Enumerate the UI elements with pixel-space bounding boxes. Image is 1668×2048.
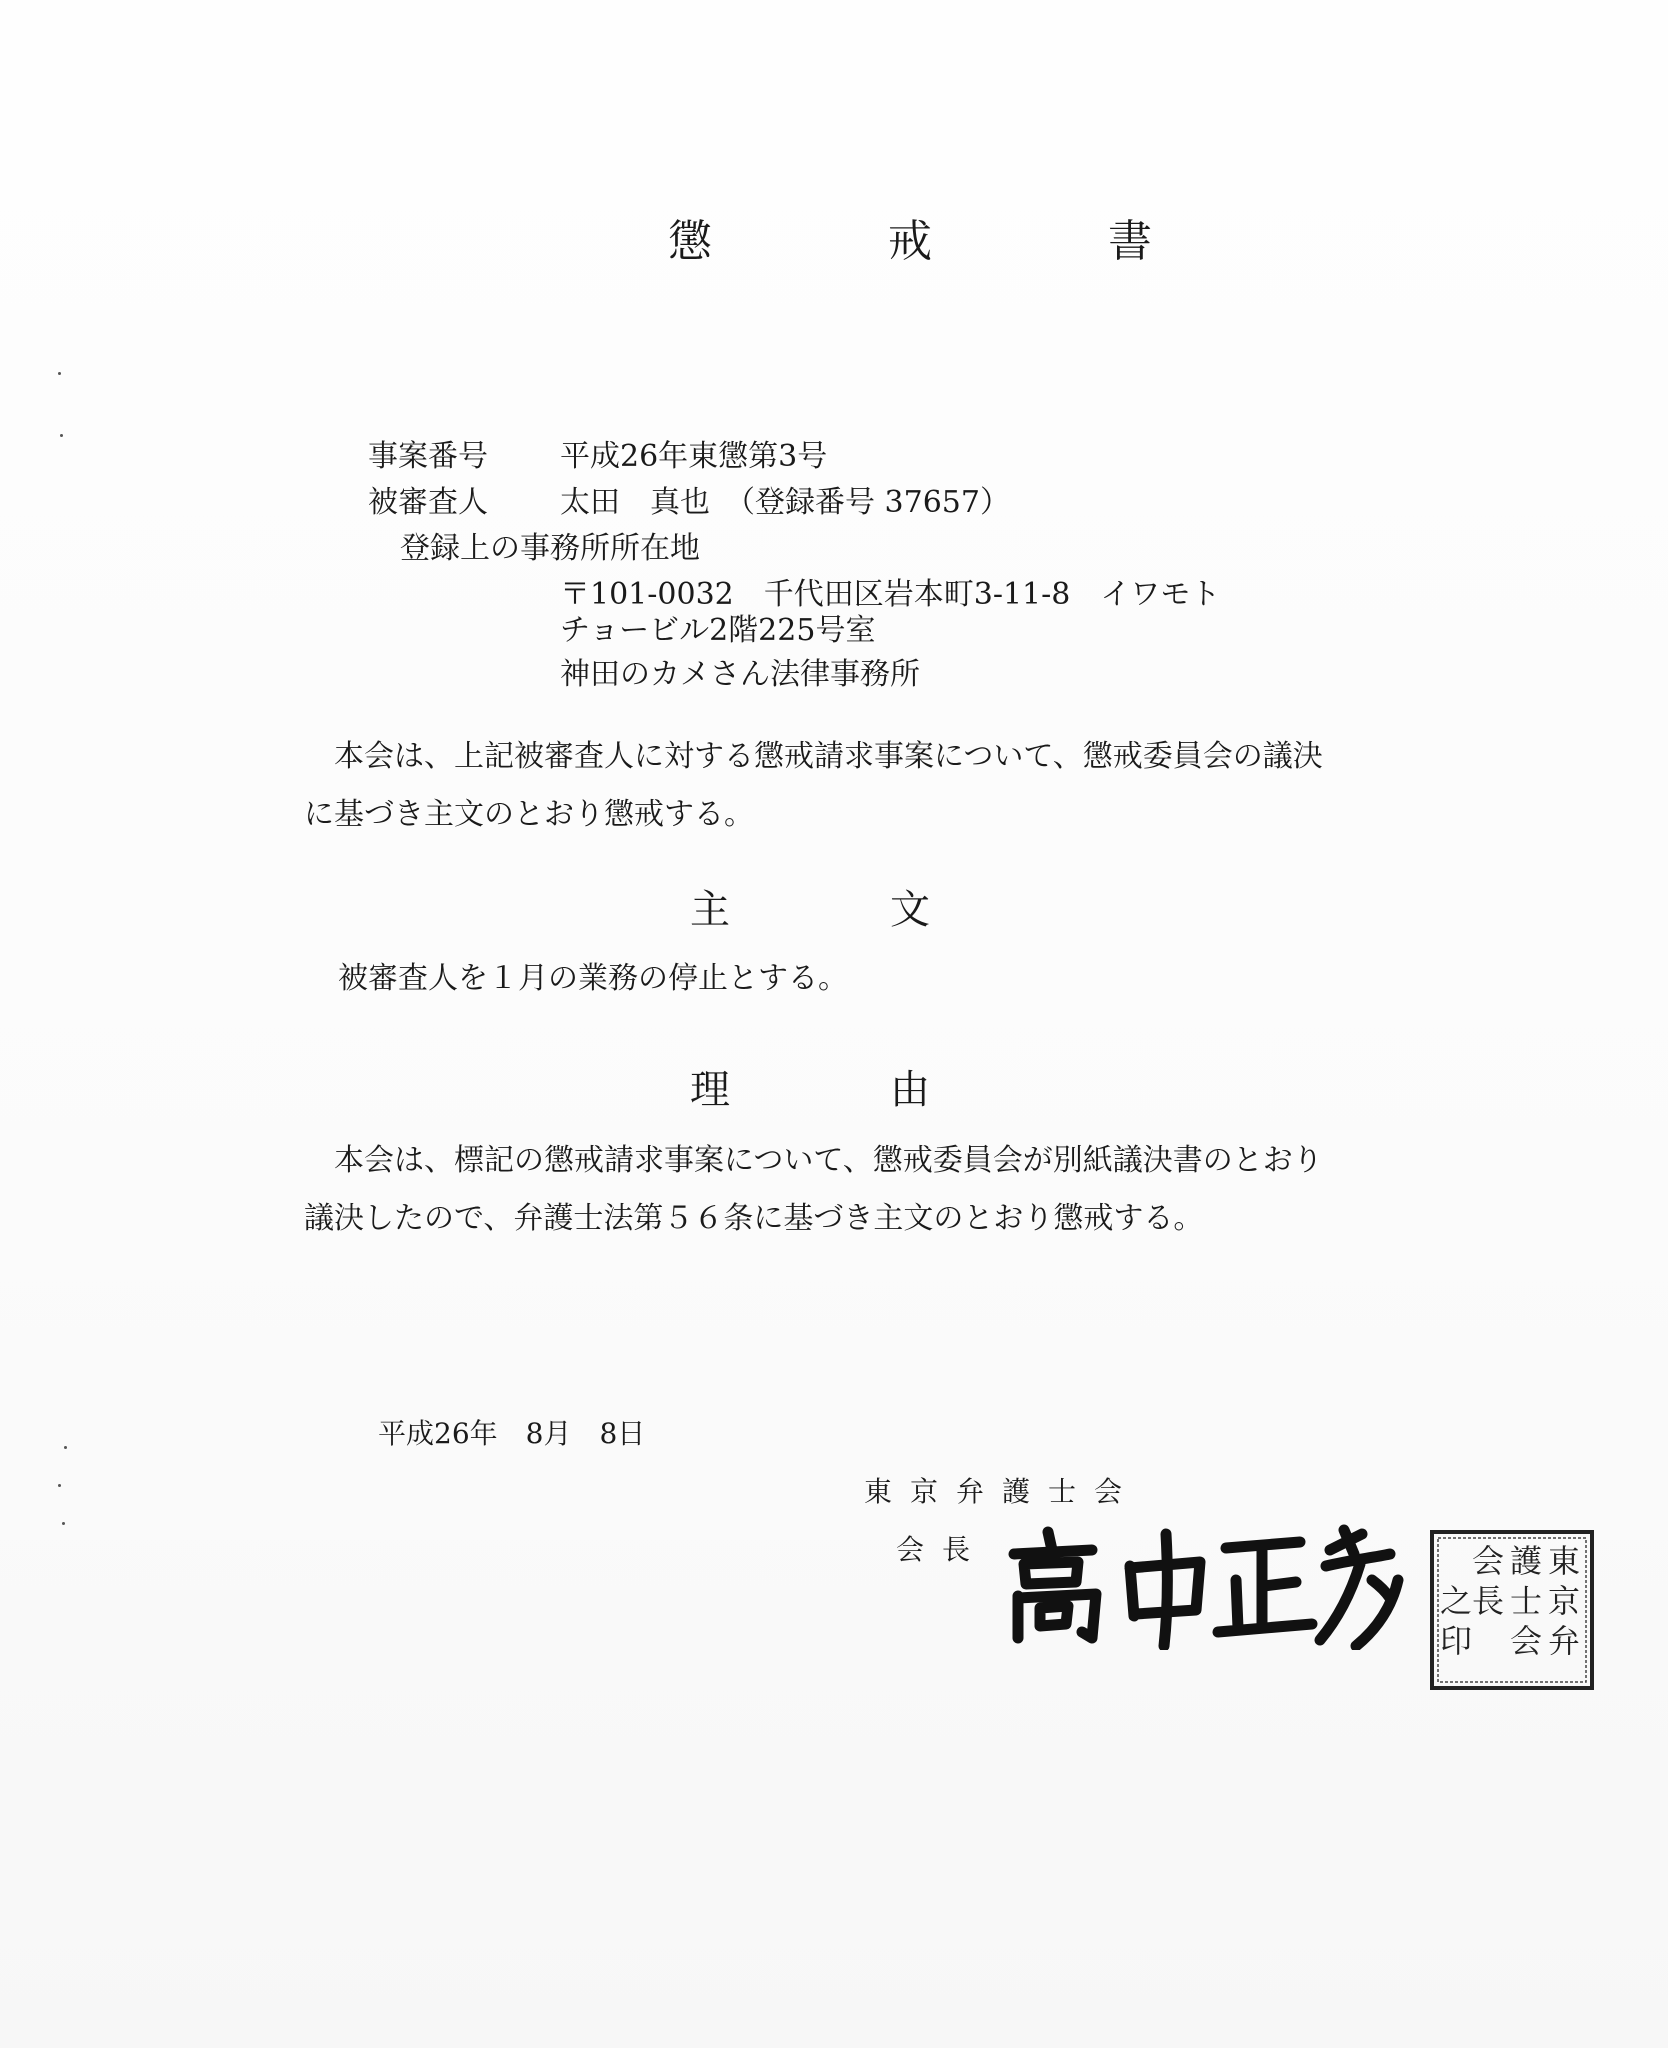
main-heading: 主 文 [690,887,930,933]
svg-text:士: 士 [1509,1582,1543,1620]
scan-speck [58,372,61,375]
scan-speck [58,1484,61,1487]
scan-speck [64,1446,67,1449]
svg-text:会: 会 [1509,1622,1543,1660]
reason-heading: 理 由 [690,1067,930,1113]
svg-text:印: 印 [1439,1622,1473,1660]
svg-text:護: 護 [1509,1542,1543,1580]
signature-image [1000,1520,1440,1650]
president-title: 会長 [896,1533,989,1566]
main-text: 被審査人を１月の業務の停止とする。 [338,961,848,996]
address-line-2: チョービル2階225号室 [560,613,876,648]
case-number-label: 事案番号 [368,439,488,474]
svg-text:会: 会 [1471,1542,1505,1580]
svg-text:弁: 弁 [1547,1622,1581,1660]
svg-text:之: 之 [1439,1582,1473,1620]
svg-text:長: 長 [1471,1582,1505,1620]
document-title: 懲 戒 書 [668,216,1218,267]
office-name: 神田のカメさん法律事務所 [560,657,920,692]
scan-speck [62,1522,65,1525]
scan-speck [60,434,63,437]
intro-paragraph: 本会は、上記被審査人に対する懲戒請求事案について、懲戒委員会の議決に基づき主文のとおり懲戒する。 [304,739,1323,832]
case-number-value: 平成26年東懲第3号 [560,439,828,474]
respondent-value: 太田 真也 （登録番号 37657） [560,485,1010,520]
official-seal-image [1428,1528,1596,1692]
address-line-1: 〒101-0032 千代田区岩本町3-11-8 イワモト [560,577,1221,612]
svg-text:東: 東 [1547,1542,1581,1580]
office-location-label: 登録上の事務所所在地 [400,531,700,566]
svg-text:京: 京 [1547,1582,1581,1620]
respondent-label: 被審査人 [368,485,488,520]
issue-date: 平成26年 8月 8日 [378,1417,646,1450]
organization-name: 東京弁護士会 [864,1475,1141,1508]
reason-paragraph: 本会は、標記の懲戒請求事案について、懲戒委員会が別紙議決書のとおり議決したので、弁護士法第５６条に基づき主文のとおり懲戒する。 [304,1143,1323,1236]
